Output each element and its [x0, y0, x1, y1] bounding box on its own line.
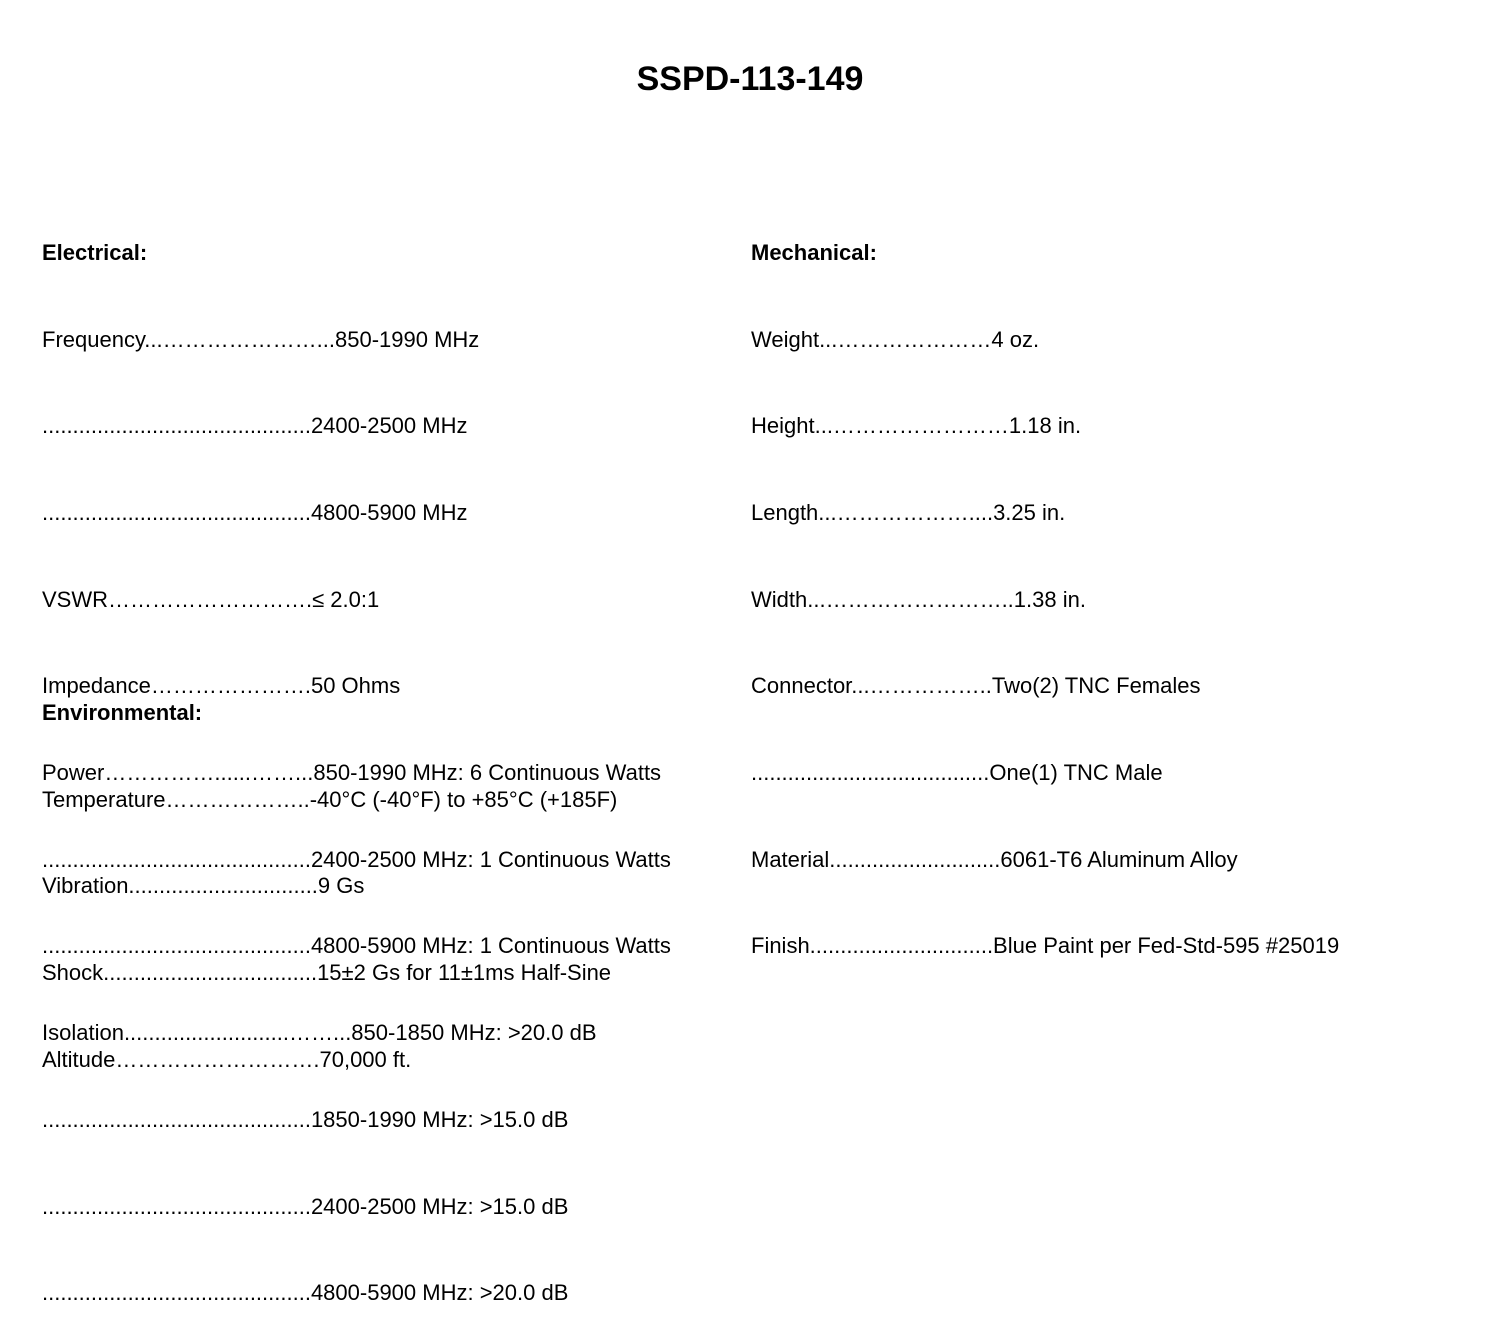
page-title: SSPD-113-149	[636, 60, 864, 98]
spec-line: Isolation...........................……...850-1850 MHz: >20.0 dB	[42, 1020, 597, 1046]
spec-line: Impedance………………….50 Ohms	[42, 673, 401, 699]
spec-line: Frequency...…………………...850-1990 MHz	[42, 326, 480, 352]
mechanical-section	[751, 181, 1339, 990]
spec-line: ............................................1850-1990 MHz: >15.0 dB	[42, 1106, 569, 1132]
environmental-heading: Environmental:	[42, 699, 203, 725]
mechanical-heading: Mechanical:	[751, 239, 877, 265]
spec-line: Temperature………………..-40°C (-40°F) to +85°C (+185F)	[42, 786, 618, 812]
spec-line: ............................................4800-5900 MHz: 1 Continuous Watts	[42, 933, 671, 959]
spec-line: Connector...……………..Two(2) TNC Females	[751, 673, 1201, 699]
spec-line: Material............................6061-T6 Aluminum Alloy	[751, 846, 1238, 872]
spec-line: Power……………......……...850-1990 MHz: 6 Continuous Watts	[42, 760, 662, 786]
spec-line: Width...……………………..1.38 in.	[751, 586, 1086, 612]
spec-line: Height...……………………1.18 in.	[751, 413, 1082, 439]
spec-line: Vibration...............................9 Gs	[42, 873, 365, 899]
spec-line: Length...………………....3.25 in.	[751, 499, 1066, 525]
spec-line: VSWR……………………….≤ 2.0:1	[42, 586, 380, 612]
environmental-section	[42, 641, 617, 1103]
spec-line: ............................................4800-5900 MHz: >20.0 dB	[42, 1280, 569, 1306]
spec-line: Shock...................................15±2 Gs for 11±1ms Half-Sine	[42, 959, 612, 985]
spec-line: ............................................2400-2500 MHz: 1 Continuous Watts	[42, 846, 671, 872]
electrical-heading: Electrical:	[42, 239, 148, 265]
spec-line: ............................................2400-2500 MHz: >15.0 dB	[42, 1193, 569, 1219]
spec-line: Finish..............................Blue Paint per Fed-Std-595 #25019	[751, 933, 1340, 959]
spec-line: Altitude……………………….70,000 ft.	[42, 1046, 412, 1072]
spec-line: ............................................2400-2500 MHz	[42, 413, 468, 439]
spec-line: ............................................4800-5900 MHz	[42, 499, 468, 525]
spec-line: Weight...…………………4 oz.	[751, 326, 1040, 352]
spec-line: .......................................One(1) TNC Male	[751, 760, 1163, 786]
